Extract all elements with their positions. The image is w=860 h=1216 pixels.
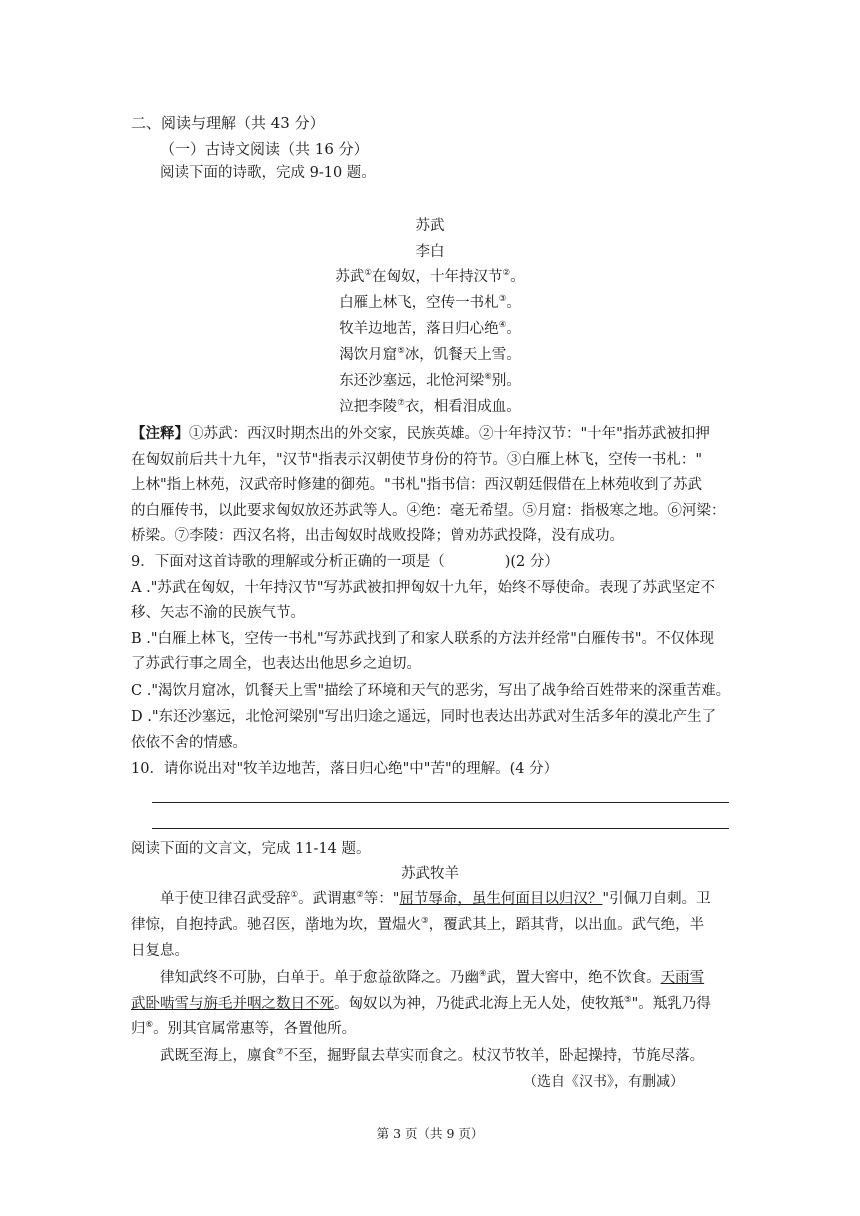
notes-line-1: 【注释】①苏武：西汉时期杰出的外交家，民族英雄。②十年持汉节："十年"指苏武被扣押 (131, 425, 710, 442)
poem-line-4: 渴饮月窟⑤冰，饥餐天上雪。 (339, 346, 521, 363)
q9-option-d-cont: 依依不舍的情感。 (131, 735, 247, 751)
poem-instruction: 阅读下面的诗歌，完成 9-10 题。 (160, 165, 376, 181)
underlined-sentence-2b: 武卧啮雪与旃毛并咽之数日不死 (131, 996, 334, 1012)
prose-p2-line-3: 归⑥。别其官属常惠等，各置他所。 (131, 1020, 357, 1037)
prose-p2-line-1: 律知武终不可胁，白单于。单于愈益欲降之。乃幽④武，置大窖中，绝不饮食。天雨雪 (160, 969, 705, 986)
page-footer: 第 3 页（共 9 页） (376, 1126, 484, 1141)
prose-p1-line-3: 日复息。 (131, 943, 189, 959)
poem-line-2: 白雁上林飞，空传一书札③。 (339, 294, 521, 311)
prose-instruction: 阅读下面的文言文，完成 11-14 题。 (131, 841, 371, 857)
question-10-stem: 10．请你说出对"牧羊边地苦，落日归心绝"中"苦"的理解。(4 分） (131, 761, 559, 777)
prose-p2-line-2: 武卧啮雪与旃毛并咽之数日不死。匈奴以为神，乃徙武北海上无人处，使牧羝⑤"。羝乳乃得 (131, 995, 711, 1012)
poem-author: 李白 (415, 244, 445, 260)
q9-option-a: A ."苏武在匈奴，十年持汉节"写苏武被扣押匈奴十九年，始终不辱使命。表现了苏武坚定不 (131, 580, 716, 596)
notes-line-3: 上林"指上林苑，汉武帝时修建的御苑。"书札"指书信：西汉朝廷假借在上林苑收到了苏武 (131, 477, 703, 493)
poem-line-5: 东还沙塞远，北怆河梁⑥别。 (339, 372, 521, 389)
dotted-char-er: 而 (414, 1048, 429, 1064)
notes-line-4: 的白雁传书，以此要求匈奴放还苏武等人。④绝：毫无希望。⑤月窟：指极寒之地。⑥河梁： (131, 503, 726, 519)
q9-option-b: B ."白雁上林飞，空传一书札"写苏武找到了和家人联系的方法并经常"白雁传书"。不仅体现 (131, 631, 715, 647)
underlined-sentence-1: 屈节辱命，虽生何面目以归汉？ (399, 891, 603, 907)
prose-title: 苏武牧羊 (401, 866, 459, 882)
prose-source: （选自《汉书》，有删减） (523, 1074, 684, 1090)
underlined-sentence-2a: 天雨雪 (660, 970, 705, 986)
section-subtitle: （一）古诗文阅读（共 16 分） (160, 140, 369, 158)
poem-line-3: 牧羊边地苦，落日归心绝④。 (339, 320, 521, 337)
q9-option-c: C ."渴饮月窟冰，饥餐天上雪"描绘了环境和天气的恶劣，写出了战争给百姓带来的深重苦难。 (131, 683, 731, 699)
prose-p1-line-2: 律惊，自抱持武。驰召医，凿地为坎，置煴火③，覆武其上，蹈其背，以出血。武气绝，半 (131, 916, 705, 933)
q9-option-b-cont: 了苏武行事之周全，也表达出他思乡之迫切。 (131, 656, 421, 672)
answer-line-2[interactable] (152, 828, 729, 829)
notes-line-2: 在匈奴前后共十九年，"汉节"指表示汉朝使节身份的符节。③白雁上林飞，空传一书札：" (131, 452, 703, 468)
prose-p1-line-1: 单于使卫律召武受辞①。武谓惠②等："屈节辱命，虽生何面目以归汉？"引佩刀自刺。卫 (160, 890, 711, 907)
q9-option-d: D ."东还沙塞远，北怆河梁别"写出归途之遥远，同时也表达出苏武对生活多年的漠北产生了 (131, 709, 717, 725)
section-title: 二、阅读与理解（共 43 分） (131, 114, 325, 132)
poem-line-1: 苏武①在匈奴，十年持汉节②。 (335, 268, 525, 285)
q9-option-a-cont: 移、矢志不渝的民族气节。 (131, 605, 305, 621)
answer-line-1[interactable] (152, 802, 729, 803)
notes-line-5: 桥梁。⑦李陵：西汉名将，出击匈奴时战败投降；曾劝苏武投降，没有成功。 (131, 528, 624, 544)
dotted-char-yi: 益 (377, 970, 392, 986)
poem-title: 苏武 (415, 218, 445, 234)
poem-line-6: 泣把李陵⑦衣，相看泪成血。 (339, 398, 521, 415)
notes-label: 【注释】 (131, 425, 189, 442)
question-9-stem: 9．下面对这首诗歌的理解或分析正确的一项是（ )(2 分） (131, 554, 559, 570)
prose-p3-line-1: 武既至海上，廪食⑦不至，掘野鼠去草实而食之。杖汉节牧羊，卧起操持，节旄尽落。 (160, 1047, 705, 1064)
dotted-char-zao: 凿 (305, 917, 320, 933)
